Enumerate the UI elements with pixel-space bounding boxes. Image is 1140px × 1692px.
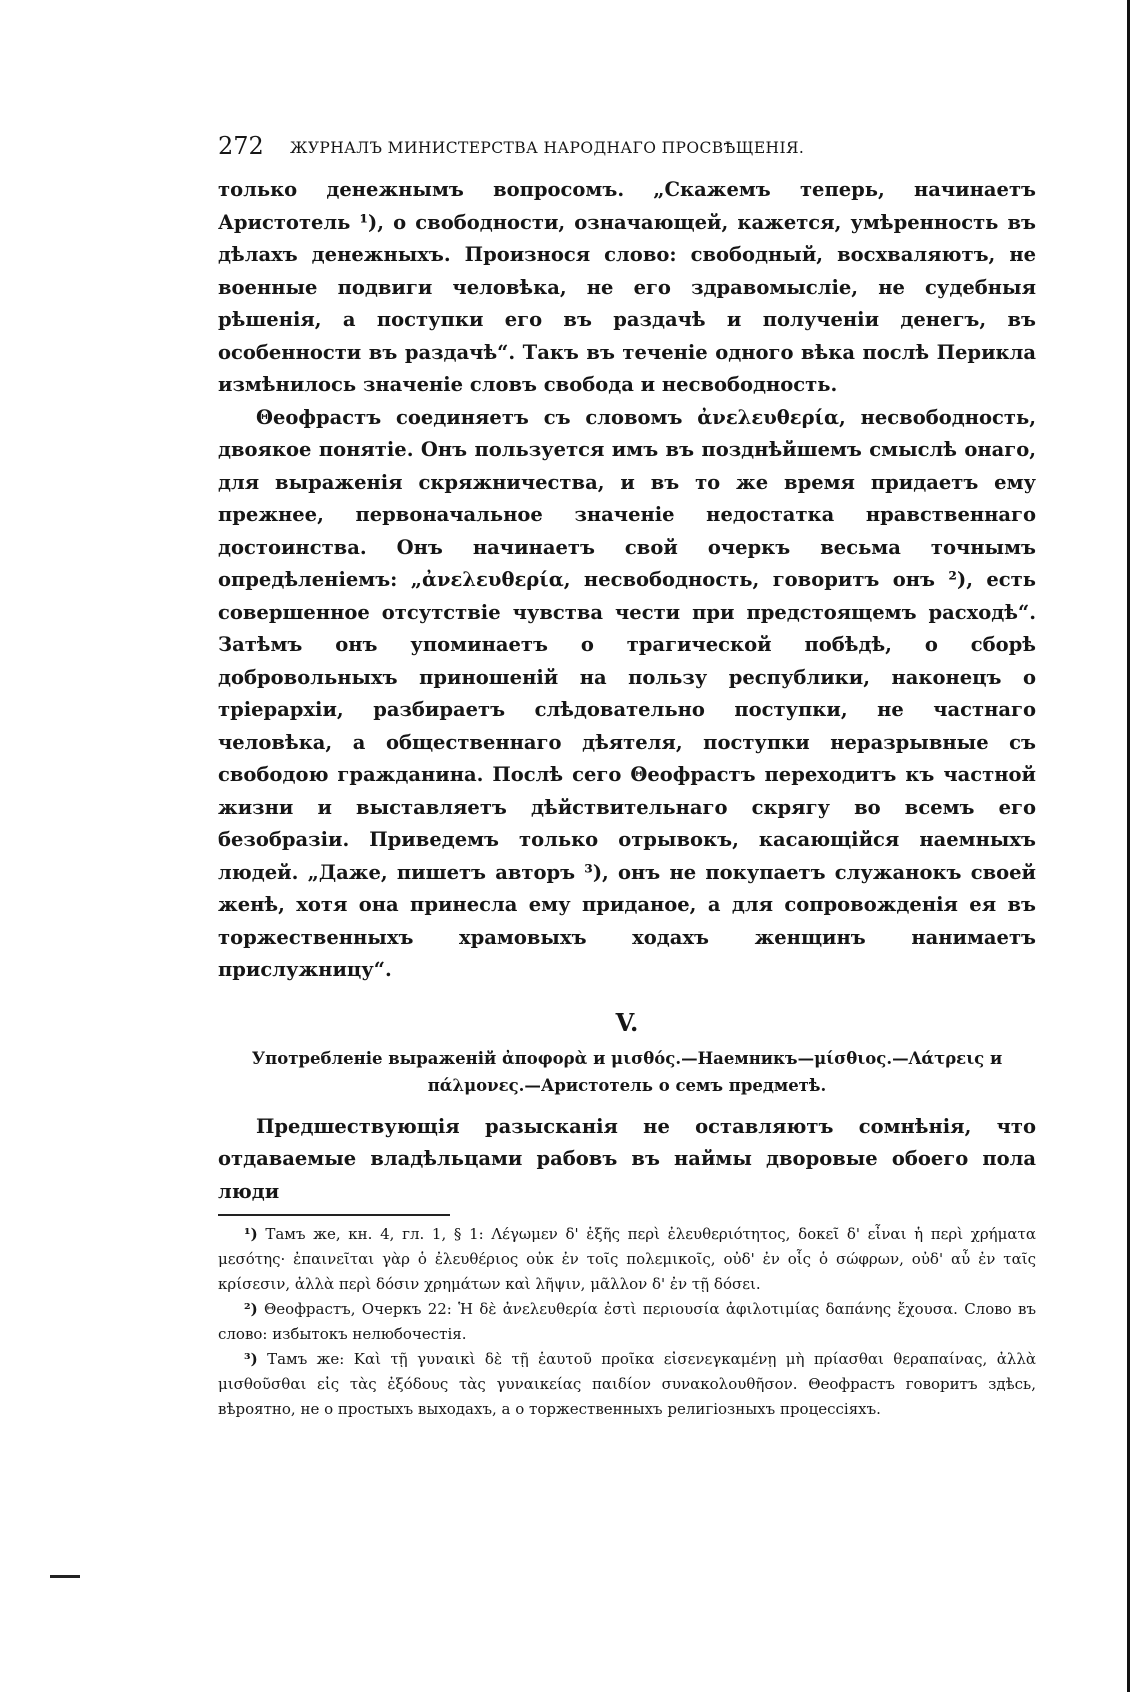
footnotes <box>218 1222 1036 1422</box>
section-number: V. <box>615 1007 639 1037</box>
section-summary: Употребленіе выраженій ἀποφορὰ и μισθός.—Наемникъ—μίσθιος.—Λάτρεις и πάλμονες.—Аристотель о семъ предметѣ. <box>251 1048 1003 1095</box>
footnote-text: Тамъ же: Καὶ τῇ γυναικὶ δὲ τῇ ἑαυτοῦ προῖκα εἰσενεγκαμένῃ μὴ πρίασθαι θεραπαίνας, ἀλλὰ μισθοῦσθαι εἰς τὰς ἐξόδους τὰς γυναικείας παιδίον συνακολουθῆσον. Θеофрастъ говоритъ здѣсь, вѣроятно, не о простыхъ выходахъ, а о торжественныхъ религіозныхъ процессіяхъ. <box>218 1350 1036 1418</box>
margin-mark <box>50 1575 80 1578</box>
page-number: 272 <box>218 132 264 160</box>
running-head: ЖУРНАЛЪ МИНИСТЕРСТВА НАРОДНАГО ПРОСВѢЩЕНІЯ. <box>290 139 805 157</box>
section-paragraph: Предшествующія разысканія не оставляютъ сомнѣнія, что отдаваемые владѣльцами рабовъ въ наймы дворовые обоего пола люди <box>218 1114 1036 1203</box>
page-header <box>218 128 1036 174</box>
footnote-separator <box>218 1214 450 1216</box>
footnote-text: Θеофрастъ, Очеркъ 22: Ἡ δὲ ἀνελευθερία ἐστὶ περιουσία ἀφιλοτιμίας δαπάνης ἔχουσα. Слово въ слово: избытокъ нелюбочестія. <box>218 1300 1036 1343</box>
footnote-marker: ¹) <box>244 1225 258 1243</box>
footnote-text: Тамъ же, кн. 4, гл. 1, § 1: Λέγωμεν δ' ἑξῆς περὶ ἐλευθεριότητος, δοκεῖ δ' εἶναι ἡ περὶ χρήματα μεσότης· ἐπαινεῖται γὰρ ὁ ἐλευθέριος οὐκ ἐν τοῖς πολεμικοῖς, οὐδ' ἐν οἷς ὁ σώφρων, οὐδ' αὖ ἐν ταῖς κρίσεσιν, ἀλλὰ περὶ δόσιν χρημάτων καὶ λῆψιν, μᾶλλον δ' ἐν τῇ δόσει. <box>218 1225 1036 1293</box>
book-page <box>218 128 1036 1422</box>
body-paragraph-1: только денежнымъ вопросомъ. „Скажемъ теперь, начинаетъ Аристотель ¹), о свободности, означающей, кажется, умѣренность въ дѣлахъ денежныхъ. Произнося слово: свободный, восхваляютъ, не военные подвиги человѣка, не его здравомысліе, не судебныя рѣшенія, а поступки его въ раздачѣ и полученіи денегъ, въ особенности въ раздачѣ“. Такъ въ теченіе одного вѣка послѣ Перикла измѣнилось значеніе словъ свобода и несвободность. <box>218 178 1036 396</box>
footnote-marker: ²) <box>244 1300 258 1318</box>
page-edge-rule <box>1127 0 1130 1692</box>
footnote-1 <box>218 1222 1036 1297</box>
footnote-3 <box>218 1347 1036 1422</box>
footnote-2 <box>218 1297 1036 1347</box>
body-paragraph-2: Θеофрастъ соединяетъ съ словомъ ἀνελευθερία, несвободность, двоякое понятіе. Онъ пользуется имъ въ позднѣйшемъ смыслѣ онаго, для выраженія скряжничества, и въ то же время придаетъ ему прежнее, первоначальное значеніе недостатка нравственнаго достоинства. Онъ начинаетъ свой очеркъ весьма точнымъ опредѣленіемъ: „ἀνελευθερία, несвободность, говоритъ онъ ²), есть совершенное отсутствіе чувства чести при предстоящемъ расходѣ“. Затѣмъ онъ упоминаетъ о трагической побѣдѣ, о сборѣ добровольныхъ приношеній на пользу республики, наконецъ о тріерархіи, разбираетъ слѣдовательно поступки, не частнаго человѣка, а общественнаго дѣятеля, поступки неразрывные съ свободою гражданина. Послѣ сего Θеофрастъ переходитъ къ частной жизни и выставляетъ дѣйствительнаго скрягу во всемъ его безобразіи. Приведемъ только отрывокъ, касающійся наемныхъ людей. „Даже, пишетъ авторъ ³), онъ не покупаетъ служанокъ своей женѣ, хотя она принесла ему приданое, а для сопровожденія ея въ торжественныхъ храмовыхъ ходахъ женщинъ нанимаетъ прислужницу“. <box>218 405 1036 981</box>
footnote-marker: ³) <box>244 1350 258 1368</box>
